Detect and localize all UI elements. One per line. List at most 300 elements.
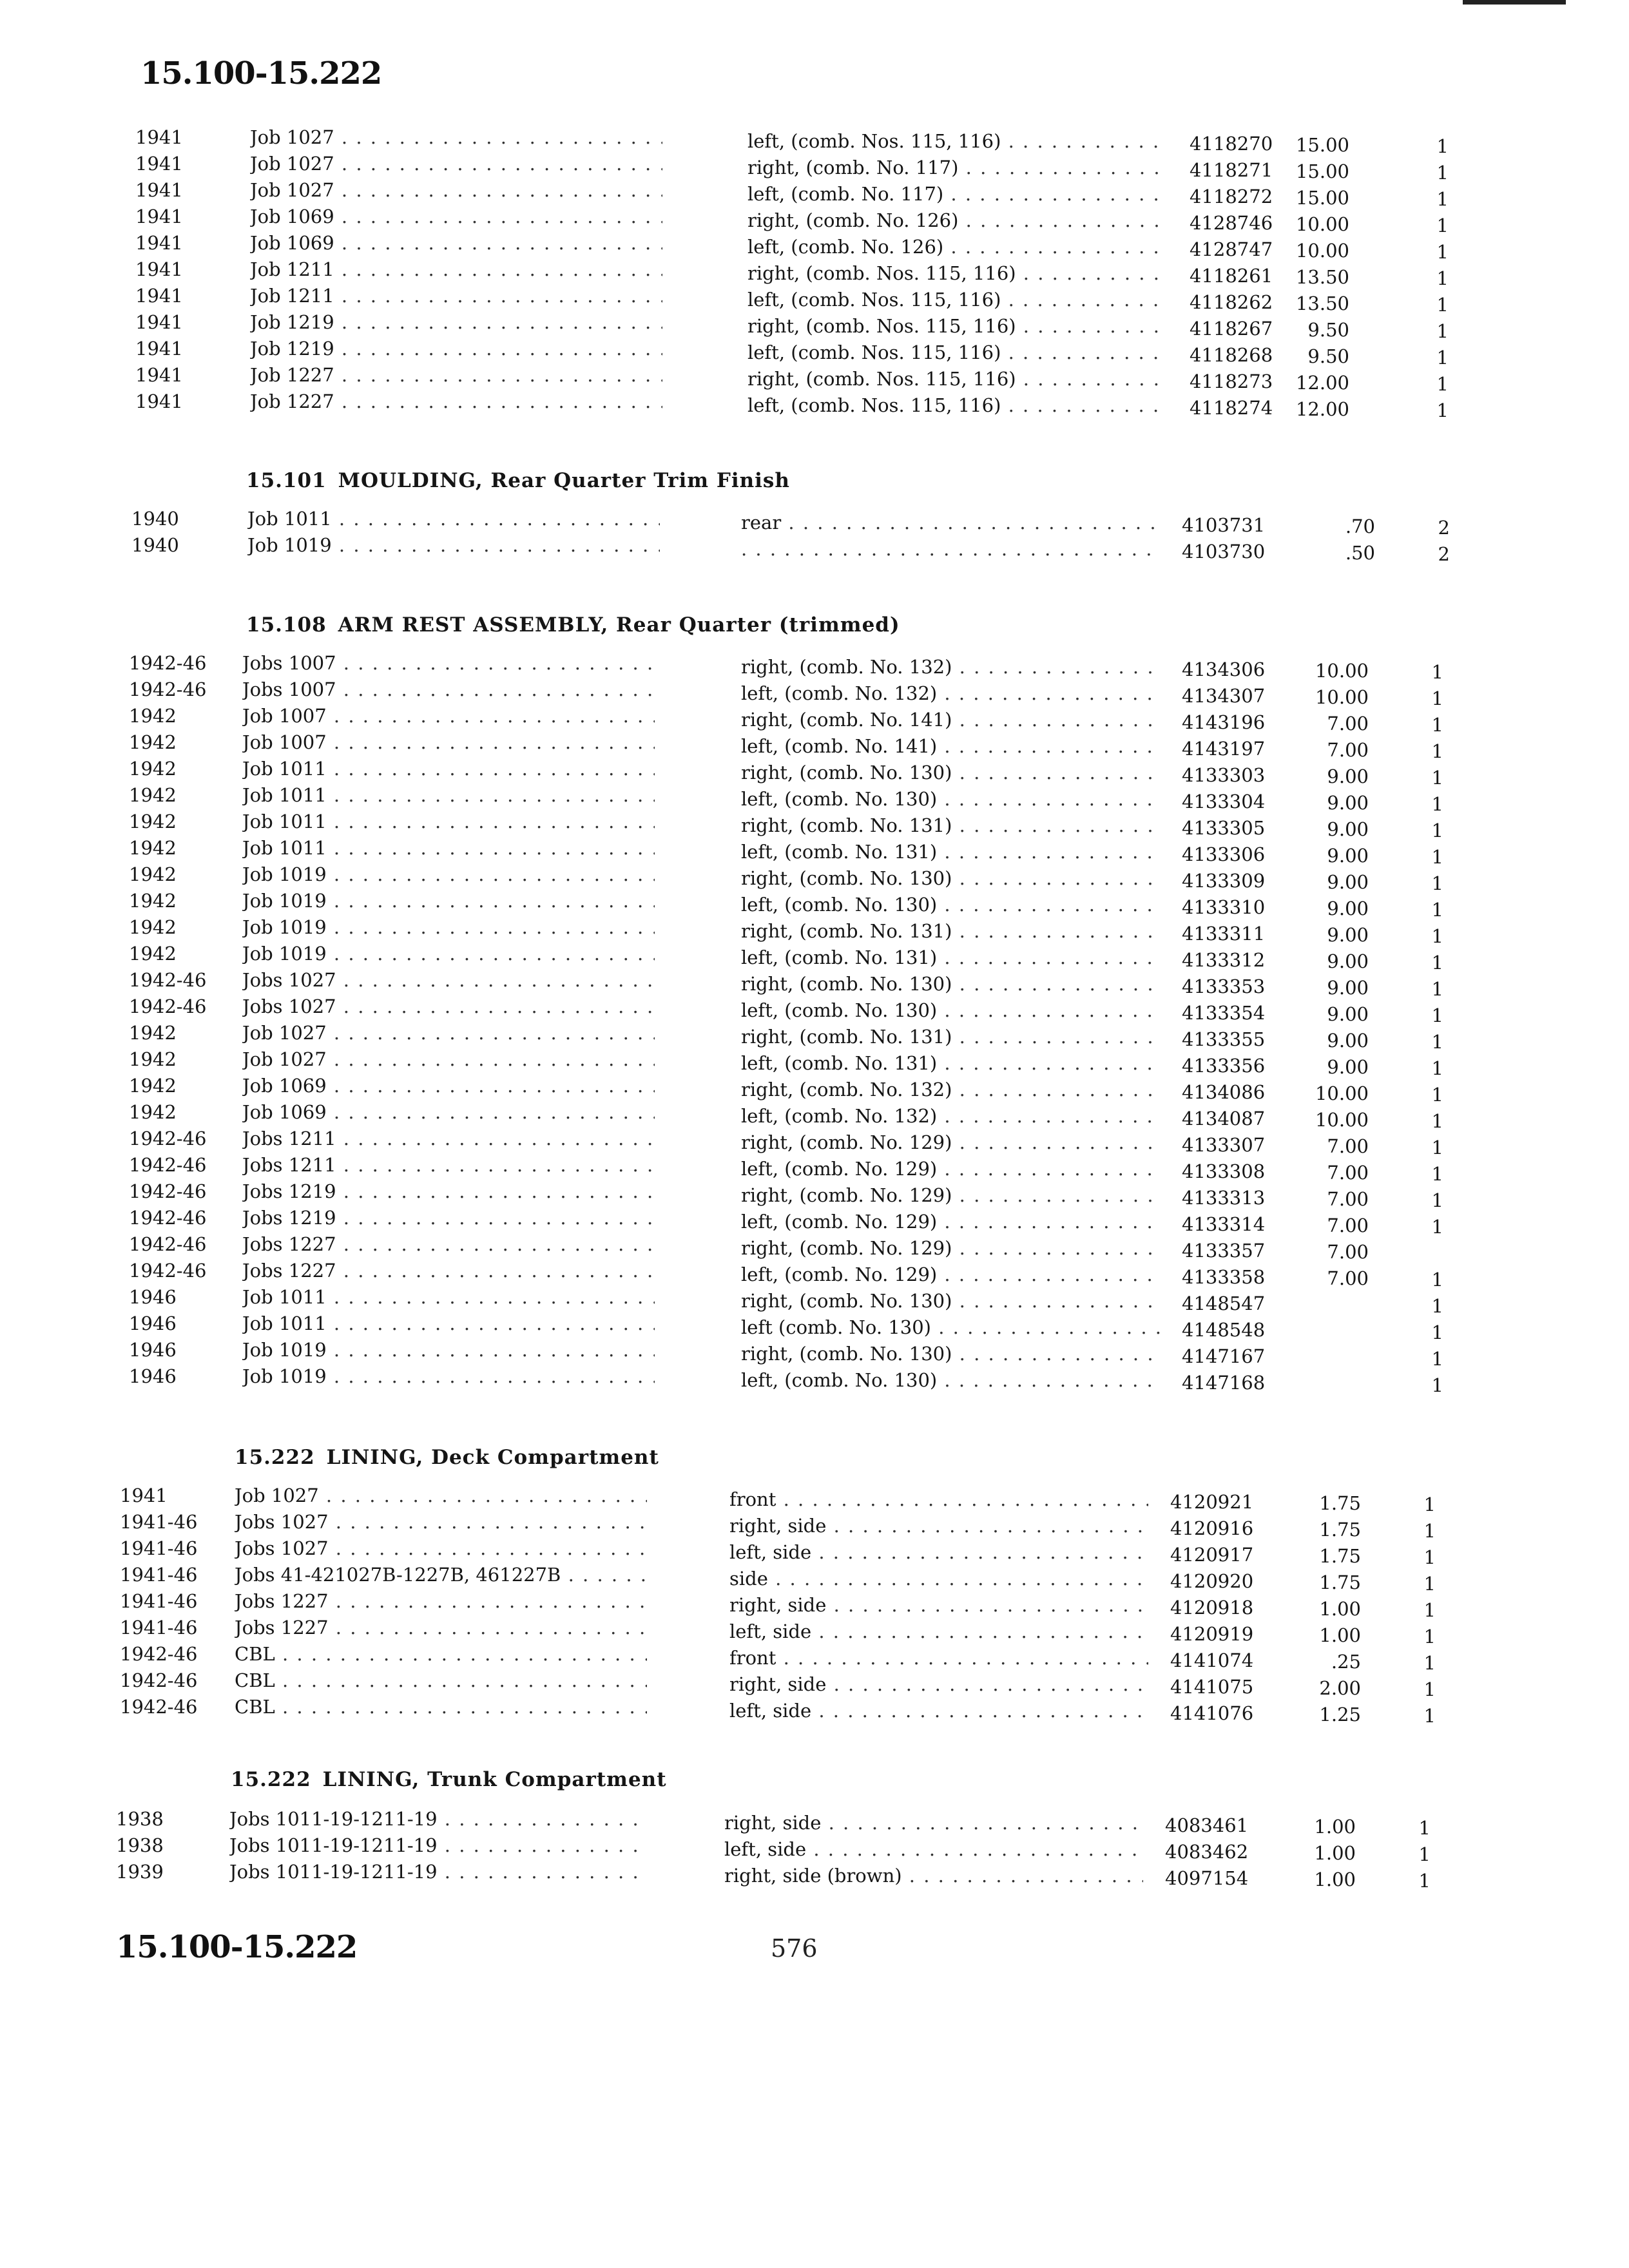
job-cell: Jobs 1027 . . . bbox=[242, 995, 655, 1017]
year-cell: 1942-46 bbox=[129, 995, 207, 1017]
description-cell: left, (comb. Nos. 115, 116) . . . bbox=[747, 394, 1166, 416]
price-cell: 15.00 bbox=[1295, 160, 1349, 182]
description-cell: right, (comb. No. 132) . . . bbox=[741, 1079, 1160, 1100]
table-row bbox=[0, 1048, 1629, 1079]
price-cell: 13.50 bbox=[1295, 266, 1349, 288]
year-cell: 1942-46 bbox=[129, 652, 207, 674]
year-cell: 1942 bbox=[129, 1101, 177, 1123]
section-number: 15.222 bbox=[231, 1768, 311, 1791]
year-cell: 1942-46 bbox=[129, 1128, 207, 1149]
job-cell: Job 1027 . . . bbox=[242, 1048, 655, 1070]
job-cell: Job 1019 . . . bbox=[247, 534, 660, 556]
quantity-cell: 1 bbox=[1436, 267, 1449, 289]
quantity-cell: 2 bbox=[1438, 543, 1450, 565]
table-row bbox=[0, 1669, 1629, 1700]
year-cell: 1941 bbox=[135, 232, 183, 254]
description-cell: right, (comb. No. 131) . . . bbox=[741, 1026, 1160, 1048]
table-row bbox=[0, 811, 1629, 841]
part-number-cell: 4134087 bbox=[1182, 1108, 1266, 1129]
description-cell: front . . . bbox=[729, 1488, 1148, 1510]
section-heading bbox=[231, 1768, 667, 1791]
job-cell: Job 1227 . . . bbox=[250, 364, 662, 386]
part-number-cell: 4133356 bbox=[1182, 1055, 1266, 1077]
quantity-cell: 1 bbox=[1431, 740, 1443, 762]
quantity-cell: 1 bbox=[1431, 978, 1443, 1000]
job-cell: Jobs 1007 . . . bbox=[242, 652, 655, 674]
description-cell: right, (comb. No. 130) . . . bbox=[741, 762, 1160, 783]
part-number-cell: 4133313 bbox=[1182, 1187, 1266, 1209]
description-cell: right, (comb. No. 132) . . . bbox=[741, 656, 1160, 678]
section-title: ARM REST ASSEMBLY, Rear Quarter (trimmed) bbox=[338, 613, 900, 637]
table-row bbox=[0, 731, 1629, 762]
price-cell: 12.00 bbox=[1295, 372, 1349, 394]
description-cell: right, (comb. No. 130) . . . bbox=[741, 973, 1160, 995]
quantity-cell: 1 bbox=[1431, 1084, 1443, 1106]
part-number-cell: 4133358 bbox=[1182, 1266, 1266, 1288]
year-cell: 1941 bbox=[135, 179, 183, 201]
year-cell: 1941 bbox=[135, 285, 183, 307]
job-cell: Job 1027 . . . bbox=[250, 179, 662, 201]
part-number-cell: 4133310 bbox=[1182, 896, 1266, 918]
year-cell: 1942 bbox=[129, 1075, 177, 1097]
price-cell: 7.00 bbox=[1327, 1135, 1369, 1157]
job-cell: Jobs 1219 . . . bbox=[242, 1207, 655, 1229]
table-row bbox=[0, 705, 1629, 736]
section-title: LINING, Trunk Compartment bbox=[322, 1768, 667, 1791]
year-cell: 1940 bbox=[131, 508, 179, 530]
job-cell: Jobs 1027 . . . bbox=[235, 1511, 647, 1533]
quantity-cell: 1 bbox=[1431, 1269, 1443, 1291]
quantity-cell: 1 bbox=[1431, 1348, 1443, 1370]
description-cell: right, (comb. No. 117) . . . bbox=[747, 157, 1166, 178]
quantity-cell: 1 bbox=[1431, 1321, 1443, 1343]
part-number-cell: 4103730 bbox=[1182, 541, 1266, 562]
year-cell: 1942-46 bbox=[129, 678, 207, 700]
price-cell: 10.00 bbox=[1295, 240, 1349, 262]
quantity-cell: 1 bbox=[1436, 162, 1449, 184]
table-row bbox=[0, 258, 1629, 289]
job-cell: Job 1019 . . . bbox=[242, 916, 655, 938]
quantity-cell: 1 bbox=[1431, 1295, 1443, 1317]
job-cell: Job 1011 . . . bbox=[242, 784, 655, 806]
job-cell: Job 1219 . . . bbox=[250, 338, 662, 360]
year-cell: 1942 bbox=[129, 943, 177, 965]
table-row bbox=[0, 508, 1629, 539]
table-row bbox=[0, 1861, 1629, 1892]
table-row bbox=[0, 338, 1629, 369]
description-cell: right, (comb. No. 131) . . . bbox=[741, 920, 1160, 942]
description-cell: right, (comb. Nos. 115, 116) . . . bbox=[747, 368, 1166, 390]
year-cell: 1941-46 bbox=[120, 1537, 198, 1559]
year-cell: 1942-46 bbox=[120, 1669, 198, 1691]
table-row bbox=[0, 126, 1629, 157]
job-cell: Jobs 1211 . . . bbox=[242, 1154, 655, 1176]
part-number-cell: 4141076 bbox=[1170, 1702, 1254, 1724]
price-cell: 1.00 bbox=[1314, 1842, 1356, 1864]
quantity-cell: 1 bbox=[1431, 714, 1443, 736]
description-cell: left, (comb. No. 132) . . . bbox=[741, 1105, 1160, 1127]
year-cell: 1941-46 bbox=[120, 1511, 198, 1533]
year-cell: 1946 bbox=[129, 1286, 177, 1308]
job-cell: Job 1219 . . . bbox=[250, 311, 662, 333]
job-cell: Jobs 1211 . . . bbox=[242, 1128, 655, 1149]
job-cell: Job 1211 . . . bbox=[250, 258, 662, 280]
part-number-cell: 4133309 bbox=[1182, 870, 1266, 892]
year-cell: 1946 bbox=[129, 1365, 177, 1387]
job-cell: Jobs 1227 . . . bbox=[235, 1590, 647, 1612]
price-cell: 2.00 bbox=[1319, 1677, 1361, 1699]
job-cell: Job 1027 . . . bbox=[242, 1022, 655, 1044]
year-cell: 1942 bbox=[129, 784, 177, 806]
page-number: 576 bbox=[771, 1934, 818, 1963]
description-cell: front . . . bbox=[729, 1647, 1148, 1669]
part-number-cell: 4120921 bbox=[1170, 1491, 1254, 1513]
job-cell: Job 1069 . . . bbox=[250, 232, 662, 254]
table-row bbox=[0, 179, 1629, 210]
job-cell: Job 1027 . . . bbox=[250, 126, 662, 148]
year-cell: 1941 bbox=[135, 153, 183, 175]
quantity-cell: 1 bbox=[1431, 925, 1443, 947]
job-cell: Jobs 1219 . . . bbox=[242, 1180, 655, 1202]
part-number-cell: 4143196 bbox=[1182, 711, 1266, 733]
table-row bbox=[0, 1312, 1629, 1343]
job-cell: Job 1011 . . . bbox=[242, 1286, 655, 1308]
section-rows bbox=[0, 1808, 1629, 1892]
job-cell: Job 1019 . . . bbox=[242, 943, 655, 965]
year-cell: 1941 bbox=[135, 390, 183, 412]
part-number-cell: 4147168 bbox=[1182, 1372, 1266, 1394]
description-cell: left, (comb. Nos. 115, 116) . . . bbox=[747, 289, 1166, 311]
quantity-cell: 1 bbox=[1418, 1817, 1431, 1839]
table-row bbox=[0, 153, 1629, 184]
part-number-cell: 4133307 bbox=[1182, 1134, 1266, 1156]
job-cell: Jobs 1227 . . . bbox=[235, 1617, 647, 1639]
quantity-cell: 1 bbox=[1431, 793, 1443, 815]
job-cell: Job 1069 . . . bbox=[250, 206, 662, 227]
price-cell: .25 bbox=[1331, 1651, 1361, 1673]
table-row bbox=[0, 1154, 1629, 1185]
quantity-cell: 1 bbox=[1423, 1678, 1436, 1700]
description-cell: left, (comb. No. 117) . . . bbox=[747, 183, 1166, 205]
quantity-cell: 1 bbox=[1431, 820, 1443, 841]
job-cell: Job 1011 . . . bbox=[242, 1312, 655, 1334]
year-cell: 1942 bbox=[129, 863, 177, 885]
quantity-cell: 1 bbox=[1431, 846, 1443, 868]
quantity-cell: 1 bbox=[1431, 1137, 1443, 1158]
part-number-cell: 4120918 bbox=[1170, 1597, 1254, 1619]
description-cell: left, (comb. No. 131) . . . bbox=[741, 1052, 1160, 1074]
description-cell: right, side . . . bbox=[729, 1594, 1148, 1616]
description-cell: side . . . bbox=[729, 1568, 1148, 1590]
part-number-cell: 4141075 bbox=[1170, 1676, 1254, 1698]
description-cell: right, (comb. No. 131) . . . bbox=[741, 814, 1160, 836]
job-cell: Job 1019 . . . bbox=[242, 1365, 655, 1387]
job-cell: Job 1027 . . . bbox=[250, 153, 662, 175]
part-number-cell: 4083462 bbox=[1165, 1841, 1249, 1863]
quantity-cell: 1 bbox=[1431, 1163, 1443, 1185]
table-row bbox=[0, 285, 1629, 316]
part-number-cell: 4133305 bbox=[1182, 817, 1266, 839]
scan-edge-mark bbox=[1463, 0, 1566, 5]
table-row bbox=[0, 1180, 1629, 1211]
price-cell: 9.00 bbox=[1327, 792, 1369, 814]
year-cell: 1942 bbox=[129, 890, 177, 912]
table-row bbox=[0, 1537, 1629, 1568]
page-footer-range: 15.100-15.222 bbox=[116, 1929, 358, 1965]
section-number: 15.101 bbox=[246, 469, 327, 492]
price-cell: 15.00 bbox=[1295, 134, 1349, 156]
year-cell: 1942-46 bbox=[129, 1207, 207, 1229]
year-cell: 1938 bbox=[116, 1834, 164, 1856]
section-rows bbox=[0, 508, 1629, 565]
description-cell: right, (comb. No. 129) . . . bbox=[741, 1237, 1160, 1259]
price-cell: 7.00 bbox=[1327, 1215, 1369, 1236]
description-cell: left, (comb. No. 129) . . . bbox=[741, 1158, 1160, 1180]
year-cell: 1946 bbox=[129, 1312, 177, 1334]
quantity-cell: 1 bbox=[1431, 1189, 1443, 1211]
table-row bbox=[0, 534, 1629, 565]
table-row bbox=[0, 837, 1629, 868]
description-cell: left, (comb. No. 132) . . . bbox=[741, 682, 1160, 704]
quantity-cell: 1 bbox=[1436, 347, 1449, 369]
description-cell: right, (comb. No. 126) . . . bbox=[747, 209, 1166, 231]
year-cell: 1942 bbox=[129, 811, 177, 832]
description-cell: left, (comb. No. 129) . . . bbox=[741, 1264, 1160, 1285]
quantity-cell: 1 bbox=[1423, 1705, 1436, 1727]
year-cell: 1942 bbox=[129, 705, 177, 727]
job-cell: Job 1019 . . . bbox=[242, 890, 655, 912]
quantity-cell: 1 bbox=[1423, 1494, 1436, 1515]
job-cell: CBL . . . bbox=[235, 1643, 647, 1665]
description-cell: left, (comb. Nos. 115, 116) . . . bbox=[747, 341, 1166, 363]
table-row bbox=[0, 1643, 1629, 1674]
job-cell: Job 1019 . . . bbox=[242, 1339, 655, 1361]
price-cell: 7.00 bbox=[1327, 713, 1369, 735]
description-cell: left, (comb. No. 130) . . . bbox=[741, 1369, 1160, 1391]
quantity-cell: 1 bbox=[1423, 1626, 1436, 1648]
year-cell: 1942 bbox=[129, 916, 177, 938]
quantity-cell: 1 bbox=[1423, 1520, 1436, 1542]
year-cell: 1941 bbox=[135, 126, 183, 148]
table-row bbox=[0, 390, 1629, 421]
price-cell: 1.75 bbox=[1319, 1492, 1361, 1514]
price-cell: 9.00 bbox=[1327, 1030, 1369, 1052]
description-cell: left (comb. No. 130) . . . bbox=[741, 1316, 1160, 1338]
year-cell: 1942 bbox=[129, 1048, 177, 1070]
quantity-cell: 1 bbox=[1431, 1057, 1443, 1079]
year-cell: 1942 bbox=[129, 837, 177, 859]
part-number-cell: 4133357 bbox=[1182, 1240, 1266, 1262]
price-cell: 10.00 bbox=[1315, 1109, 1369, 1131]
job-cell: Jobs 1011-19-1211-19 . . . bbox=[229, 1834, 642, 1856]
description-cell: right, (comb. No. 130) . . . bbox=[741, 1343, 1160, 1365]
job-cell: Job 1019 . . . bbox=[242, 863, 655, 885]
quantity-cell: 1 bbox=[1436, 135, 1449, 157]
description-cell: right, side . . . bbox=[729, 1673, 1148, 1695]
part-number-cell: 4118268 bbox=[1190, 344, 1273, 366]
price-cell: 10.00 bbox=[1295, 213, 1349, 235]
price-cell: .50 bbox=[1345, 542, 1375, 564]
table-row bbox=[0, 232, 1629, 263]
year-cell: 1946 bbox=[129, 1339, 177, 1361]
year-cell: 1942 bbox=[129, 1022, 177, 1044]
description-cell: left, (comb. No. 130) . . . bbox=[741, 788, 1160, 810]
table-row bbox=[0, 678, 1629, 709]
price-cell: 1.00 bbox=[1314, 1869, 1356, 1890]
quantity-cell: 1 bbox=[1423, 1599, 1436, 1621]
table-row bbox=[0, 1511, 1629, 1542]
part-number-cell: 4097154 bbox=[1165, 1867, 1249, 1889]
quantity-cell: 1 bbox=[1436, 241, 1449, 263]
part-number-cell: 4143197 bbox=[1182, 738, 1266, 760]
part-number-cell: 4133353 bbox=[1182, 975, 1266, 997]
quantity-cell: 2 bbox=[1438, 517, 1450, 539]
year-cell: 1941 bbox=[135, 258, 183, 280]
year-cell: 1942-46 bbox=[129, 1260, 207, 1282]
part-number-cell: 4134307 bbox=[1182, 685, 1266, 707]
part-number-cell: 4118273 bbox=[1190, 370, 1273, 392]
description-cell: right, (comb. Nos. 115, 116) . . . bbox=[747, 262, 1166, 284]
description-cell: right, (comb. Nos. 115, 116) . . . bbox=[747, 315, 1166, 337]
year-cell: 1940 bbox=[131, 534, 179, 556]
job-cell: Job 1211 . . . bbox=[250, 285, 662, 307]
job-cell: Jobs 1227 . . . bbox=[242, 1260, 655, 1282]
quantity-cell: 1 bbox=[1436, 320, 1449, 342]
job-cell: Jobs 1011-19-1211-19 . . . bbox=[229, 1861, 642, 1883]
table-row bbox=[0, 364, 1629, 395]
part-number-cell: 4133304 bbox=[1182, 791, 1266, 812]
table-row bbox=[0, 784, 1629, 815]
year-cell: 1942-46 bbox=[129, 1154, 207, 1176]
job-cell: Jobs 1027 . . . bbox=[242, 969, 655, 991]
quantity-cell: 1 bbox=[1436, 399, 1449, 421]
price-cell: 1.00 bbox=[1319, 1624, 1361, 1646]
part-number-cell: 4118270 bbox=[1190, 133, 1273, 155]
year-cell: 1942-46 bbox=[129, 1180, 207, 1202]
quantity-cell: 1 bbox=[1418, 1870, 1431, 1892]
description-cell: left, (comb. No. 126) . . . bbox=[747, 236, 1166, 258]
description-cell: right, (comb. No. 130) . . . bbox=[741, 867, 1160, 889]
description-cell: left, (comb. No. 131) . . . bbox=[741, 947, 1160, 968]
price-cell: 9.00 bbox=[1327, 845, 1369, 867]
description-cell: right, side (brown) . . . bbox=[724, 1865, 1143, 1887]
table-row bbox=[0, 1564, 1629, 1595]
table-row bbox=[0, 969, 1629, 1000]
section-heading bbox=[246, 469, 790, 492]
description-cell bbox=[741, 538, 1160, 560]
part-number-cell: 4118272 bbox=[1190, 186, 1273, 207]
part-number-cell: 4133306 bbox=[1182, 843, 1266, 865]
job-cell: Jobs 1227 . . . bbox=[242, 1233, 655, 1255]
table-row bbox=[0, 1834, 1629, 1865]
year-cell: 1939 bbox=[116, 1861, 164, 1883]
table-row bbox=[0, 890, 1629, 921]
price-cell: 9.00 bbox=[1327, 871, 1369, 893]
page-header-range: 15.100-15.222 bbox=[140, 55, 382, 91]
part-number-cell: 4147167 bbox=[1182, 1345, 1266, 1367]
price-cell: 9.00 bbox=[1327, 950, 1369, 972]
quantity-cell: 1 bbox=[1423, 1652, 1436, 1674]
year-cell: 1941-46 bbox=[120, 1617, 198, 1639]
part-number-cell: 4118262 bbox=[1190, 291, 1273, 313]
year-cell: 1941-46 bbox=[120, 1590, 198, 1612]
job-cell: Job 1007 . . . bbox=[242, 731, 655, 753]
table-row bbox=[0, 995, 1629, 1026]
section-heading bbox=[235, 1446, 659, 1469]
job-cell: Job 1007 . . . bbox=[242, 705, 655, 727]
section-rows bbox=[0, 126, 1629, 421]
table-row bbox=[0, 1286, 1629, 1317]
job-cell: CBL . . . bbox=[235, 1669, 647, 1691]
year-cell: 1938 bbox=[116, 1808, 164, 1830]
price-cell: 7.00 bbox=[1327, 1241, 1369, 1263]
job-cell: Job 1069 . . . bbox=[242, 1101, 655, 1123]
price-cell: 9.00 bbox=[1327, 1056, 1369, 1078]
year-cell: 1942-46 bbox=[120, 1696, 198, 1718]
price-cell: 1.75 bbox=[1319, 1545, 1361, 1567]
table-row bbox=[0, 1365, 1629, 1396]
section-title: LINING, Deck Compartment bbox=[326, 1446, 659, 1469]
quantity-cell: 1 bbox=[1423, 1546, 1436, 1568]
table-row bbox=[0, 1101, 1629, 1132]
part-number-cell: 4118271 bbox=[1190, 159, 1273, 181]
quantity-cell: 1 bbox=[1418, 1843, 1431, 1865]
table-row bbox=[0, 1075, 1629, 1106]
table-row bbox=[0, 1808, 1629, 1839]
part-number-cell: 4133311 bbox=[1182, 923, 1266, 945]
table-row bbox=[0, 943, 1629, 974]
description-cell: right, side . . . bbox=[724, 1812, 1143, 1834]
table-row bbox=[0, 863, 1629, 894]
quantity-cell: 1 bbox=[1431, 872, 1443, 894]
part-number-cell: 4118261 bbox=[1190, 265, 1273, 287]
quantity-cell: 1 bbox=[1431, 1110, 1443, 1132]
job-cell: Job 1027 . . . bbox=[235, 1485, 647, 1506]
description-cell: right, (comb. No. 130) . . . bbox=[741, 1290, 1160, 1312]
quantity-cell: 1 bbox=[1431, 1216, 1443, 1238]
part-number-cell: 4134306 bbox=[1182, 658, 1266, 680]
table-row bbox=[0, 1260, 1629, 1291]
price-cell: 10.00 bbox=[1315, 660, 1369, 682]
part-number-cell: 4133355 bbox=[1182, 1028, 1266, 1050]
description-cell: rear . . . bbox=[741, 512, 1160, 533]
price-cell: 7.00 bbox=[1327, 739, 1369, 761]
job-cell: Jobs 41-421027B-1227B, 461227B . . . bbox=[235, 1564, 647, 1586]
year-cell: 1941 bbox=[135, 311, 183, 333]
year-cell: 1941 bbox=[120, 1485, 168, 1506]
description-cell: left, side . . . bbox=[729, 1700, 1148, 1722]
part-number-cell: 4120919 bbox=[1170, 1623, 1254, 1645]
job-cell: Jobs 1011-19-1211-19 . . . bbox=[229, 1808, 642, 1830]
price-cell: 7.00 bbox=[1327, 1188, 1369, 1210]
table-row bbox=[0, 1233, 1629, 1263]
job-cell: Job 1011 . . . bbox=[242, 758, 655, 780]
price-cell: 15.00 bbox=[1295, 187, 1349, 209]
section-rows bbox=[0, 652, 1629, 1396]
quantity-cell: 1 bbox=[1431, 899, 1443, 921]
part-number-cell: 4148548 bbox=[1182, 1319, 1266, 1341]
part-number-cell: 4133308 bbox=[1182, 1160, 1266, 1182]
description-cell: right, (comb. No. 129) . . . bbox=[741, 1184, 1160, 1206]
description-cell: left, (comb. No. 141) . . . bbox=[741, 735, 1160, 757]
year-cell: 1942 bbox=[129, 758, 177, 780]
description-cell: right, (comb. No. 129) . . . bbox=[741, 1131, 1160, 1153]
price-cell: 9.00 bbox=[1327, 765, 1369, 787]
description-cell: left, side . . . bbox=[724, 1838, 1143, 1860]
price-cell: 10.00 bbox=[1315, 1082, 1369, 1104]
table-row bbox=[0, 1617, 1629, 1648]
quantity-cell: 1 bbox=[1431, 687, 1443, 709]
